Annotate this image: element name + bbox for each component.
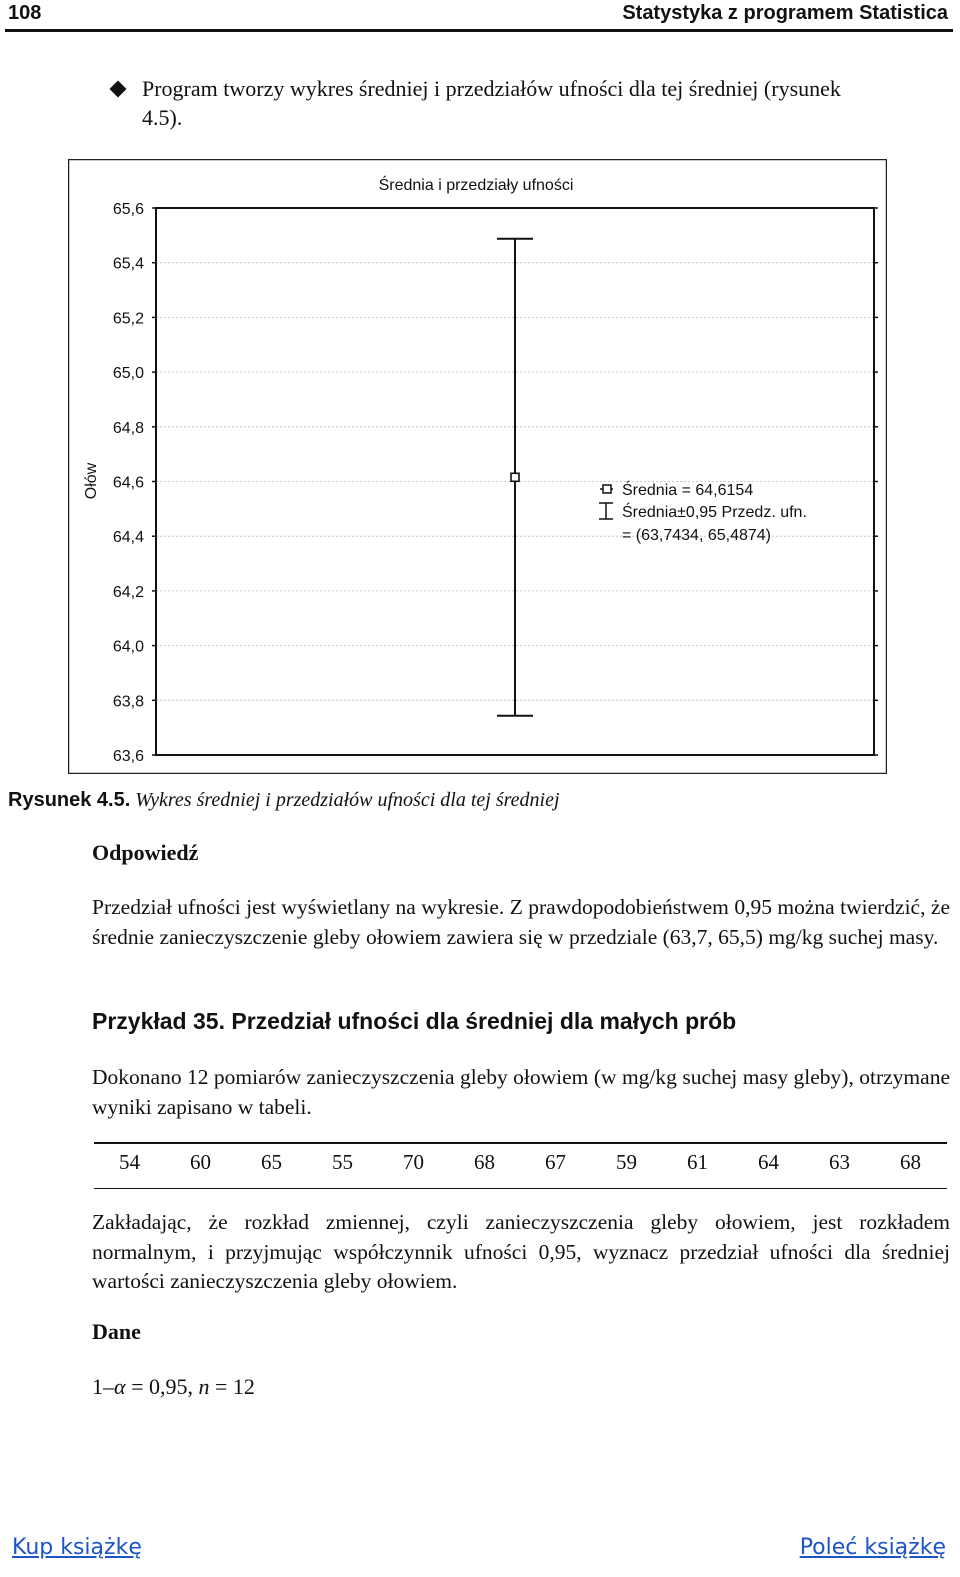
given-formula bbox=[92, 1374, 255, 1400]
formula-eq2: = 12 bbox=[209, 1374, 255, 1399]
figure-caption-label: Rysunek 4.5. bbox=[8, 789, 131, 811]
table-cell: 61 bbox=[687, 1150, 708, 1174]
example-title: Przykład 35. Przedział ufności dla średniej dla małych prób bbox=[92, 1008, 737, 1034]
formula-one: 1 bbox=[92, 1374, 103, 1399]
figure-caption bbox=[8, 789, 560, 812]
table-cell: 70 bbox=[403, 1150, 424, 1174]
table-cell: 55 bbox=[332, 1150, 353, 1174]
intro-bullet-text: Program tworzy wykres średniej i przedziałów ufności dla tej średniej (rysunek 4.5). bbox=[142, 76, 841, 130]
page-number: 108 bbox=[8, 2, 42, 24]
formula-n: n bbox=[198, 1374, 210, 1399]
y-axis-label: Ołów bbox=[83, 462, 100, 500]
y-tick-label: 65,2 bbox=[112, 310, 144, 328]
diamond-bullet-icon bbox=[110, 81, 127, 98]
table-cell: 54 bbox=[119, 1150, 140, 1174]
y-tick-label: 65,0 bbox=[112, 365, 144, 383]
y-tick-label: 63,8 bbox=[112, 693, 144, 711]
example-intro: Dokonano 12 pomiarów zanieczyszczenia gleby ołowiem (w mg/kg suchej masy gleby), otrzymane wyniki zapisano w tabeli. bbox=[92, 1065, 950, 1119]
running-title: Statystyka z programem Statistica bbox=[622, 2, 948, 24]
table-cell: 63 bbox=[829, 1150, 850, 1174]
table-cell: 60 bbox=[190, 1150, 211, 1174]
chart-title: Średnia i przedziały ufności bbox=[378, 177, 574, 194]
buy-book-link[interactable]: Kup książkę bbox=[12, 1535, 142, 1560]
mean-marker bbox=[511, 473, 519, 481]
legend-ci-label: Średnia±0,95 Przedz. ufn. bbox=[622, 504, 807, 521]
y-tick-label: 65,4 bbox=[112, 255, 144, 273]
legend-mean-marker bbox=[603, 485, 611, 493]
table-cell: 68 bbox=[474, 1150, 495, 1174]
measurements-table bbox=[94, 1150, 947, 1180]
answer-heading: Odpowiedź bbox=[92, 840, 199, 865]
table-bottom-rule bbox=[94, 1188, 947, 1189]
y-tick-label: 64,8 bbox=[112, 419, 144, 437]
table-top-rule bbox=[94, 1142, 947, 1144]
answer-paragraph: Przedział ufności jest wyświetlany na wykresie. Z prawdopodobieństwem 0,95 można twierdzić, że średnie zanieczyszczenie gleby ołowiem zawiera się w przedziale (63,7, 65,5) mg/kg suchej masy. bbox=[92, 895, 950, 949]
header-rule bbox=[5, 29, 953, 32]
y-tick-label: 64,0 bbox=[112, 638, 144, 656]
table-cell: 65 bbox=[261, 1150, 282, 1174]
formula-alpha: α bbox=[114, 1374, 126, 1399]
y-tick-label: 65,6 bbox=[112, 201, 144, 218]
legend-mean-label: Średnia = 64,6154 bbox=[622, 482, 754, 499]
y-tick-label: 63,6 bbox=[112, 748, 144, 765]
table-cell: 67 bbox=[545, 1150, 566, 1174]
legend-ci-range: = (63,7434, 65,4874) bbox=[622, 527, 772, 544]
y-tick-label: 64,6 bbox=[112, 474, 144, 492]
task-paragraph: Zakładając, że rozkład zmiennej, czyli zanieczyszczenia gleby ołowiem, jest rozkładem normalnym, i przyjmując współczynnik ufności 0,95, wyznacz przedział ufności dla średniej wartości zanieczyszczenia gleby ołowiem. bbox=[92, 1210, 950, 1293]
table-cell: 64 bbox=[758, 1150, 779, 1174]
intro-bullet bbox=[112, 74, 872, 132]
given-heading: Dane bbox=[92, 1319, 141, 1344]
formula-eq1: = 0,95, bbox=[125, 1374, 199, 1399]
y-tick-label: 64,4 bbox=[112, 529, 144, 547]
table-cell: 59 bbox=[616, 1150, 637, 1174]
y-tick-label: 64,2 bbox=[112, 583, 144, 601]
table-cell: 68 bbox=[900, 1150, 921, 1174]
formula-minus: – bbox=[103, 1374, 114, 1399]
recommend-book-link[interactable]: Poleć książkę bbox=[799, 1535, 946, 1560]
mean-ci-chart bbox=[68, 159, 887, 774]
figure-caption-text: Wykres średniej i przedziałów ufności dla tej średniej bbox=[135, 789, 560, 811]
chart-outer-frame bbox=[69, 160, 887, 774]
